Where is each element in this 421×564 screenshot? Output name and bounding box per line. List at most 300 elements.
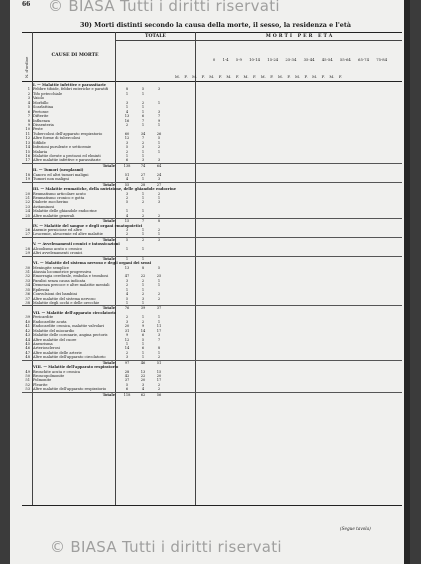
- row-number: 17: [25, 158, 30, 163]
- table-cell: 64: [156, 163, 162, 168]
- row-number: 41: [25, 324, 30, 329]
- row-number: 34: [25, 283, 30, 288]
- table-cell: 14: [140, 328, 146, 333]
- table-cell: 2: [157, 387, 161, 392]
- table-cell: 42: [124, 374, 130, 378]
- table-cell: 37: [156, 306, 162, 311]
- row-number: 43: [25, 333, 30, 338]
- table-cell: 1: [141, 228, 145, 232]
- row-label: Pertosse: [33, 109, 49, 114]
- table-cell: 1: [157, 319, 161, 324]
- row-label: Atassia locomotrice progressiva: [33, 269, 92, 274]
- row-number: 27: [25, 232, 30, 237]
- row-label: Epilessia: [33, 287, 50, 292]
- table-cell: 1: [141, 209, 145, 214]
- row-number: 14: [25, 145, 30, 150]
- row-label: Altre malattie delle arterie: [33, 350, 82, 355]
- row-label: Scarlattina: [33, 105, 54, 110]
- table-bottom-rule: [22, 505, 402, 506]
- row-label: Infezioni purulente e setticemie: [33, 145, 92, 150]
- row-label: Tumori non maligni: [33, 177, 69, 182]
- table-cell: 3: [125, 319, 129, 324]
- table-cell: 4: [125, 213, 129, 218]
- row-label: Altre malattie infettive e parassitarie: [33, 158, 101, 163]
- column-header-deaths-by-age: MORTI PER ETÀ: [265, 34, 335, 39]
- table-cell: 5: [125, 200, 129, 205]
- row-label: Totale: [102, 219, 115, 224]
- table-cell: 12: [124, 337, 130, 342]
- table-cell: 1: [141, 195, 145, 200]
- table-cell: 1: [141, 287, 145, 292]
- table-cell: 1: [141, 149, 145, 154]
- row-label: Peste: [33, 127, 43, 132]
- table-cell: 27: [140, 172, 146, 177]
- table-cell: 26: [156, 131, 162, 136]
- table-cell: 56: [156, 392, 162, 397]
- table-cell: 7: [157, 337, 161, 342]
- table-cell: 16: [124, 118, 130, 123]
- row-number: 49: [25, 369, 30, 374]
- table-cell: 2: [141, 237, 145, 242]
- table-cell: 20: [124, 324, 130, 329]
- column-header-total: TOTALE: [145, 34, 166, 39]
- table-cell: 5: [141, 337, 145, 342]
- watermark-top: © BIASA Tutti i diritti riservati: [48, 0, 280, 15]
- table-cell: 4: [141, 387, 145, 392]
- age-group-headers: 0 1-4 5-9 10-14 15-24 25-34 35-44 45-54 55-64 65-74 75-84: [212, 57, 388, 62]
- row-label: Emorragia cerebrale, embolia e trombosi: [33, 274, 109, 279]
- row-label: Malattie dovute a protozoi ed elminti: [33, 154, 101, 158]
- table-cell: 37: [124, 378, 130, 383]
- row-label: Avitaminosi: [33, 204, 55, 209]
- table-cell: 4: [125, 292, 129, 297]
- table-cell: 3: [125, 278, 129, 283]
- table-cell: 31: [124, 328, 130, 333]
- table-cell: 2: [157, 145, 161, 150]
- table-cell: 3: [125, 191, 129, 196]
- scanned-page: [10, 0, 410, 564]
- column-header-order-number: N. d'ordine: [24, 56, 29, 78]
- header-bottom-rule: [22, 81, 402, 82]
- table-cell: 8: [157, 346, 161, 351]
- row-label: Demenza precoce e altre malattie mentali: [33, 283, 110, 288]
- table-cell: 1: [157, 100, 161, 105]
- table-cell: 1: [125, 287, 129, 292]
- table-cell: 51: [156, 360, 162, 365]
- table-cell: 17: [156, 328, 162, 333]
- table-cell: 7: [141, 219, 145, 224]
- table-cell: 7: [141, 136, 145, 141]
- row-label: Pleurite: [33, 382, 48, 387]
- table-cell: 1: [157, 283, 161, 288]
- row-number: 3: [27, 96, 30, 101]
- table-cell: 1: [141, 91, 145, 96]
- table-cell: 2: [141, 278, 145, 283]
- row-label: VI. — Malattie del sistema nervoso e degli organi dei sensi: [33, 261, 152, 266]
- table-cell: 5: [125, 296, 129, 301]
- table-cell: 47: [124, 274, 130, 279]
- table-cell: 62: [140, 392, 146, 397]
- table-cell: 13: [140, 369, 146, 374]
- table-cell: 5: [157, 265, 161, 270]
- table-cell: 1: [157, 195, 161, 200]
- table-cell: 2: [125, 195, 129, 200]
- table-cell: 5: [141, 87, 145, 92]
- table-cell: 2: [141, 140, 145, 145]
- row-number: 44: [25, 337, 30, 342]
- table-cell: 60: [124, 131, 130, 136]
- row-label: Totale: [102, 392, 115, 397]
- table-cell: 5: [157, 136, 161, 141]
- table-cell: 4: [125, 177, 129, 182]
- table-cell: 76: [124, 306, 130, 311]
- table-cell: 22: [140, 274, 146, 279]
- table-cell: 3: [125, 228, 129, 232]
- row-number: 2: [27, 91, 30, 96]
- top-rule: [22, 32, 402, 33]
- row-number: 36: [25, 292, 30, 297]
- table-cell: 3: [157, 237, 161, 242]
- row-number: 20: [25, 191, 30, 196]
- table-cell: 9: [141, 324, 145, 329]
- table-cell: 1: [125, 256, 129, 261]
- row-label: Influenza: [33, 118, 50, 123]
- table-cell: 12: [124, 136, 130, 141]
- row-label: Totale: [102, 163, 115, 168]
- row-label: Paralisi senza causa indicata: [33, 278, 86, 283]
- row-number: 5: [27, 105, 30, 110]
- table-cell: 1: [157, 350, 161, 355]
- table-cell: 2: [125, 149, 129, 154]
- row-number: 52: [25, 382, 30, 387]
- table-cell: 3: [157, 200, 161, 205]
- table-cell: 8: [141, 265, 145, 270]
- row-number: 37: [25, 296, 30, 301]
- column-header-causes: CAUSE DI MORTE: [51, 53, 99, 58]
- table-cell: 25: [156, 274, 162, 279]
- row-label: Diabete zuccherino: [33, 200, 69, 205]
- table-cell: 2: [157, 296, 161, 301]
- table-cell: 5: [125, 145, 129, 150]
- table-cell: 51: [124, 172, 130, 177]
- table-cell: 8: [157, 219, 161, 224]
- table-cell: 9: [125, 333, 129, 338]
- header-divider: [115, 40, 402, 41]
- row-label: Morbillo: [33, 100, 49, 105]
- table-cell: 3: [141, 296, 145, 301]
- table-cell: 1: [141, 109, 145, 114]
- table-cell: 2: [125, 350, 129, 355]
- row-label: Altre malattie del sistema nervoso: [33, 296, 96, 301]
- row-label: Malattie delle ghiandole endocrine: [33, 209, 97, 214]
- row-label: Aneurisma: [33, 341, 53, 346]
- data-table-body: [22, 83, 402, 397]
- row-number: 15: [25, 149, 30, 154]
- table-cell: 3: [125, 355, 129, 360]
- row-label: Difterite: [33, 114, 49, 119]
- scan-edge-shadow: [404, 0, 410, 564]
- row-label: VII. — Malattie dell'apparato circolatorio: [33, 310, 117, 315]
- row-label: Tifo petecchiale: [33, 91, 63, 96]
- row-label: Endocardite cronica, malattie valvolari: [33, 324, 105, 329]
- table-cell: 4: [125, 109, 129, 114]
- table-cell: 1: [125, 105, 129, 110]
- table-cell: 1: [125, 91, 129, 96]
- row-number: 46: [25, 346, 30, 351]
- table-cell: 2: [141, 319, 145, 324]
- row-label: Meningite semplice: [33, 265, 69, 270]
- row-number: 35: [25, 287, 30, 292]
- table-cell: 2: [157, 228, 161, 232]
- table-cell: 1: [141, 105, 145, 110]
- row-number: 53: [25, 387, 30, 392]
- row-number: 39: [25, 315, 30, 320]
- table-cell: 3: [157, 158, 161, 163]
- table-cell: 3: [141, 158, 145, 163]
- row-number: 11: [25, 131, 30, 136]
- row-number: 32: [25, 274, 30, 279]
- row-number: 45: [25, 341, 30, 346]
- table-cell: 1: [157, 149, 161, 154]
- table-cell: 39: [140, 306, 146, 311]
- table-cell: 5: [125, 382, 129, 387]
- table-cell: 2: [125, 315, 129, 320]
- table-cell: 13: [124, 265, 130, 270]
- row-number: 6: [27, 109, 30, 114]
- table-cell: 1: [141, 122, 145, 127]
- table-cell: 1: [141, 283, 145, 288]
- row-number: 47: [25, 350, 30, 355]
- table-cell: 2: [141, 200, 145, 205]
- row-label: Altre malattie generali: [33, 213, 75, 218]
- row-number: 40: [25, 319, 30, 324]
- table-cell: 1: [141, 154, 145, 158]
- table-cell: 17: [156, 378, 162, 383]
- table-cell: 1: [125, 154, 129, 158]
- table-cell: 15: [156, 369, 162, 374]
- table-cell: 6: [125, 387, 129, 392]
- row-number: 30: [25, 265, 30, 270]
- table-cell: 13: [124, 114, 130, 119]
- row-number: 48: [25, 355, 30, 360]
- row-label: Totale: [102, 256, 115, 261]
- row-label: Totale: [102, 237, 115, 242]
- table-cell: 1: [141, 191, 145, 196]
- row-label: Convulsioni dei bambini: [33, 292, 77, 297]
- table-cell: 1: [141, 232, 145, 237]
- row-number: 24: [25, 209, 30, 214]
- table-cell: 2: [141, 213, 145, 218]
- table-cell: 1: [141, 350, 145, 355]
- table-cell: 2: [157, 191, 161, 196]
- table-cell: 1: [141, 256, 145, 261]
- continuation-note: (Segue tavola): [340, 526, 371, 531]
- row-number: 10: [25, 127, 30, 132]
- table-cell: 55: [124, 182, 130, 187]
- row-number: 12: [25, 136, 30, 141]
- row-label: III. — Malattie reumatiche, della nutrizione, delle ghiandole endocrine: [33, 187, 177, 192]
- table-cell: 7: [157, 114, 161, 119]
- table-cell: 1: [141, 246, 145, 251]
- table-cell: 97: [124, 360, 130, 365]
- row-label: Altre forme di tubercolosi: [33, 136, 81, 141]
- table-cell: 2: [125, 122, 129, 127]
- row-label: Anemie perniciose ed altre: [33, 228, 83, 232]
- row-label: Totale: [102, 306, 115, 311]
- table-cell: 3: [125, 100, 129, 105]
- table-cell: 22: [140, 374, 146, 378]
- table-cell: 1: [141, 315, 145, 320]
- row-label: Reumatismo cronico e gotta: [33, 195, 85, 200]
- table-cell: 8: [125, 87, 129, 92]
- row-number: 31: [25, 269, 30, 274]
- table-cell: 6: [125, 158, 129, 163]
- page-number: 66: [22, 1, 31, 8]
- row-label: IV. — Malattie del sangue e degli organi ematopoietici: [33, 223, 143, 228]
- table-cell: 3: [141, 382, 145, 387]
- row-number: 28: [25, 246, 30, 251]
- table-cell: 1: [157, 315, 161, 320]
- table-cell: 11: [156, 324, 162, 329]
- table-cell: 46: [140, 360, 146, 365]
- row-label: Polmonite: [33, 378, 52, 383]
- page-title: 30) Morti distinti secondo la causa della morte, il sesso, la residenza e l'età: [80, 21, 351, 29]
- table-cell: 3: [125, 140, 129, 145]
- row-label: II. — Tumori (neoplasmi): [33, 168, 84, 173]
- row-label: Broncopolmonite: [33, 374, 65, 378]
- table-cell: 1: [125, 209, 129, 214]
- row-number: 8: [27, 118, 30, 123]
- table-cell: 20: [140, 378, 146, 383]
- table-cell: 1: [125, 341, 129, 346]
- row-number: 9: [27, 122, 30, 127]
- row-number: 16: [25, 154, 30, 158]
- row-label: Cancro ed altri tumori maligni: [33, 172, 89, 177]
- row-label: VIII. — Malattie dell'apparato respiratorio: [33, 365, 119, 370]
- row-label: Vaiolo: [33, 96, 45, 101]
- row-number: 4: [27, 100, 30, 105]
- table-cell: 1: [125, 246, 129, 251]
- row-label: Sifilide: [33, 140, 46, 145]
- row-number: 23: [25, 204, 30, 209]
- table-cell: 2: [157, 213, 161, 218]
- row-number: 33: [25, 278, 30, 283]
- sex-headers: M. F. M. F. M. F. M. F. M. F. M. F. M. F. M. F. M. F. M. F.: [174, 74, 343, 79]
- table-cell: 2: [157, 355, 161, 360]
- row-label: Bronchite acuta e cronica: [33, 369, 81, 374]
- table-cell: 20: [156, 374, 162, 378]
- table-cell: 3: [141, 145, 145, 150]
- row-label: I. — Malattie infettive e parassitarie: [33, 83, 106, 87]
- table-cell: 5: [125, 237, 129, 242]
- table-cell: 2: [125, 232, 129, 237]
- table-cell: 7: [141, 118, 145, 123]
- row-number: 7: [27, 114, 30, 119]
- row-label: Altre malattie dell'apparato respiratorio: [33, 387, 107, 392]
- table-cell: 1: [157, 122, 161, 127]
- row-label: Malattie del miocardio: [33, 328, 75, 333]
- table-cell: 28: [124, 369, 130, 374]
- table-cell: 1: [141, 301, 145, 305]
- table-cell: 1: [141, 355, 145, 360]
- row-number: 22: [25, 200, 30, 205]
- table-cell: 1: [141, 341, 145, 346]
- row-number: 13: [25, 140, 30, 145]
- row-label: Tubercolosi dell'apparato respiratorio: [33, 131, 103, 136]
- table-cell: 1: [157, 278, 161, 283]
- row-number: 26: [25, 228, 30, 232]
- row-label: Totale: [102, 360, 115, 365]
- table-cell: 28: [140, 182, 146, 187]
- table-cell: 1: [157, 140, 161, 145]
- table-cell: 2: [141, 292, 145, 297]
- row-number: 38: [25, 301, 30, 305]
- table-cell: 1: [141, 177, 145, 182]
- table-cell: 3: [157, 109, 161, 114]
- row-label: Totale: [102, 182, 115, 187]
- table-total-row: [22, 392, 402, 397]
- table-cell: 27: [156, 182, 162, 187]
- row-number: 29: [25, 251, 30, 256]
- row-number: 19: [25, 177, 30, 182]
- table-cell: 3: [157, 177, 161, 182]
- table-cell: 74: [140, 163, 146, 168]
- row-number: 50: [25, 374, 30, 378]
- table-cell: 1: [125, 301, 129, 305]
- row-label: Arteriosclerosi: [33, 346, 60, 351]
- row-number: 42: [25, 328, 30, 333]
- table-cell: 34: [140, 131, 146, 136]
- table-cell: 3: [157, 87, 161, 92]
- watermark-bottom: © BIASA Tutti i diritti riservati: [50, 538, 282, 556]
- row-label: Malaria: [33, 149, 48, 154]
- table-cell: 2: [125, 283, 129, 288]
- table-cell: 118: [123, 392, 131, 397]
- table-cell: 6: [141, 114, 145, 119]
- row-label: Dissenteria: [33, 122, 54, 127]
- row-label: Altri avvelenamenti cronici: [33, 251, 83, 256]
- row-label: Malattie delle coronarie, angina pectoris: [33, 333, 108, 338]
- row-label: Alcoolismo acuto o cronico: [33, 246, 83, 251]
- table-cell: 2: [157, 292, 161, 297]
- table-cell: 24: [156, 172, 162, 177]
- row-number: 18: [25, 172, 30, 177]
- table-cell: 1: [157, 232, 161, 237]
- row-label: Reumatismo articolare acuto: [33, 191, 86, 196]
- row-label: Endocardite acuta: [33, 319, 67, 324]
- row-number: 25: [25, 213, 30, 218]
- row-label: Leucemie, aleucemie ed altre malattie: [33, 232, 103, 237]
- table-cell: 2: [141, 100, 145, 105]
- row-label: Febbre tifoide, febbri enteriche e paratifi: [33, 87, 109, 92]
- row-number: 1: [27, 87, 30, 92]
- row-number: 51: [25, 378, 30, 383]
- row-label: Altre malattie dell'apparato circolatorio: [33, 355, 106, 360]
- row-label: V. — Avvelenamenti cronici e intossicazioni: [33, 242, 120, 247]
- table-cell: 2: [157, 382, 161, 387]
- row-label: Malattie degli occhi e delle orecchie: [33, 301, 100, 305]
- table-cell: 138: [123, 163, 131, 168]
- table-cell: 6: [141, 333, 145, 338]
- row-label: Altre malattie del cuore: [33, 337, 77, 342]
- table-cell: 14: [124, 346, 130, 351]
- table-cell: 9: [157, 118, 161, 123]
- table-cell: 3: [157, 333, 161, 338]
- row-number: 21: [25, 195, 30, 200]
- table-cell: 6: [141, 346, 145, 351]
- row-label: Pericardite: [33, 315, 54, 320]
- table-cell: 15: [124, 219, 130, 224]
